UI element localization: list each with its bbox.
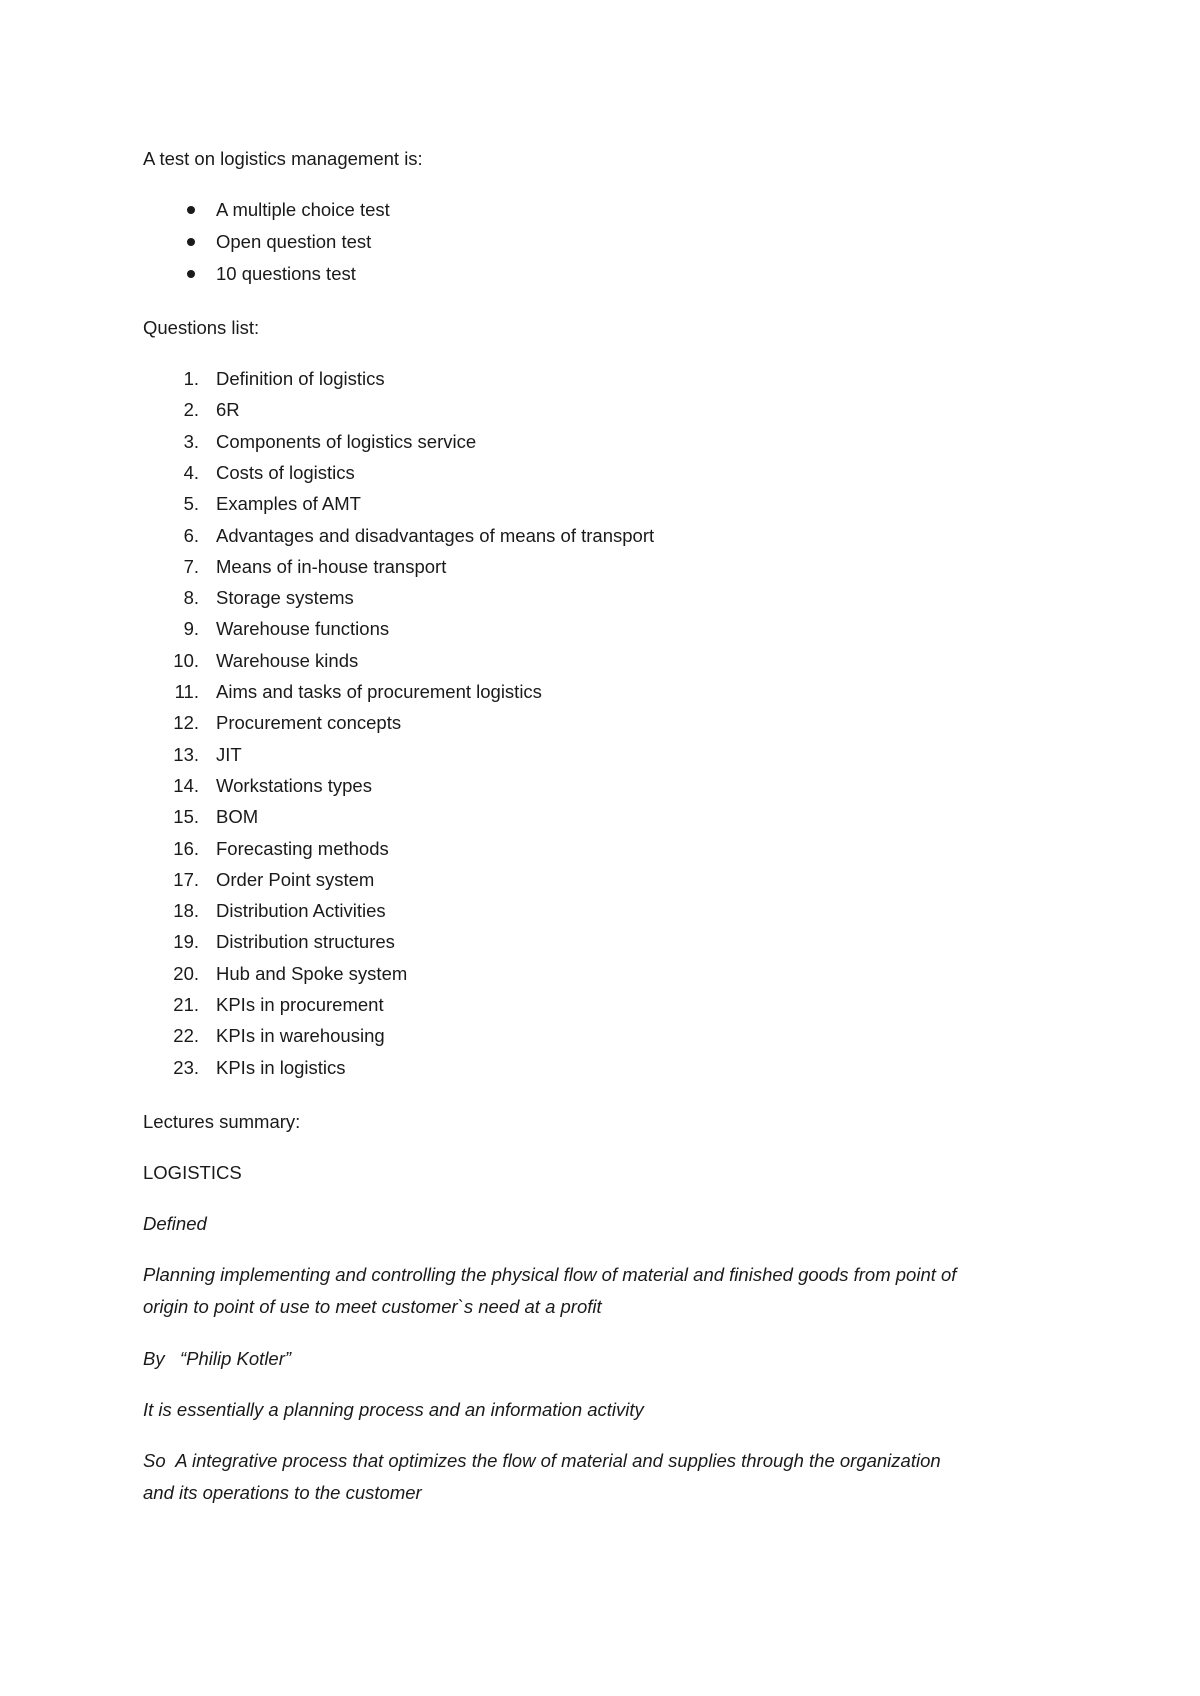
question-text: Procurement concepts — [216, 712, 402, 733]
question-text: Order Point system — [216, 869, 375, 890]
question-item — [0, 931, 1200, 953]
question-number: 16. — [173, 838, 199, 859]
list-item — [0, 199, 1200, 221]
question-item — [0, 368, 1200, 390]
question-number: 9. — [183, 618, 199, 639]
question-number: 20. — [173, 963, 199, 984]
defined-label: Defined — [143, 1213, 207, 1234]
question-number: 8. — [183, 587, 199, 608]
question-number: 22. — [173, 1025, 199, 1046]
question-item — [0, 806, 1200, 828]
question-item — [0, 681, 1200, 703]
question-number: 13. — [173, 744, 199, 765]
question-text: Workstations types — [216, 775, 372, 796]
question-number: 23. — [173, 1057, 199, 1078]
question-text: Costs of logistics — [216, 462, 355, 483]
question-item — [0, 869, 1200, 891]
list-item — [0, 231, 1200, 253]
question-item — [0, 587, 1200, 609]
question-text: Distribution Activities — [216, 900, 386, 921]
list-item — [0, 263, 1200, 285]
bullet-icon — [187, 206, 195, 214]
question-item — [0, 712, 1200, 734]
question-text: Aims and tasks of procurement logistics — [216, 681, 542, 702]
question-number: 17. — [173, 869, 199, 890]
question-item — [0, 493, 1200, 515]
question-item — [0, 900, 1200, 922]
question-text: Examples of AMT — [216, 493, 361, 514]
bullet-text: 10 questions test — [216, 263, 356, 284]
question-text: KPIs in procurement — [216, 994, 384, 1015]
bullet-text: A multiple choice test — [216, 199, 390, 220]
section-title: LOGISTICS — [143, 1162, 242, 1183]
question-item — [0, 399, 1200, 421]
conclusion-line-2: and its operations to the customer — [143, 1482, 422, 1503]
question-number: 11. — [174, 681, 199, 702]
question-item — [0, 775, 1200, 797]
question-item — [0, 431, 1200, 453]
bullet-text: Open question test — [216, 231, 372, 252]
question-number: 2. — [183, 399, 199, 420]
question-number: 12. — [173, 712, 199, 733]
question-number: 15. — [173, 806, 199, 827]
question-item — [0, 556, 1200, 578]
question-item — [0, 963, 1200, 985]
question-text: JIT — [216, 744, 242, 765]
bullet-icon — [187, 270, 195, 278]
attribution: By “Philip Kotler” — [143, 1348, 292, 1369]
question-item — [0, 525, 1200, 547]
summary-heading: Lectures summary: — [143, 1111, 301, 1132]
question-item — [0, 994, 1200, 1016]
question-text: KPIs in warehousing — [216, 1025, 385, 1046]
question-number: 3. — [183, 431, 199, 452]
question-text: Advantages and disadvantages of means of transport — [216, 525, 655, 546]
question-text: KPIs in logistics — [216, 1057, 346, 1078]
question-number: 7. — [183, 556, 199, 577]
bullet-icon — [187, 238, 195, 246]
question-text: BOM — [216, 806, 259, 827]
question-number: 10. — [173, 650, 199, 671]
question-text: Distribution structures — [216, 931, 395, 952]
question-text: Components of logistics service — [216, 431, 477, 452]
question-number: 14. — [173, 775, 199, 796]
essence-text: It is essentially a planning process and an information activity — [143, 1399, 644, 1420]
question-item — [0, 1025, 1200, 1047]
question-item — [0, 744, 1200, 766]
question-number: 18. — [173, 900, 199, 921]
question-item — [0, 1057, 1200, 1079]
question-number: 21. — [173, 994, 199, 1015]
question-number: 19. — [173, 931, 199, 952]
intro-heading: A test on logistics management is: — [143, 148, 423, 169]
question-text: Storage systems — [216, 587, 354, 608]
definition-line-2: origin to point of use to meet customer`s need at a profit — [143, 1296, 602, 1317]
question-number: 5. — [183, 493, 199, 514]
question-item — [0, 838, 1200, 860]
conclusion-line-1: So A integrative process that optimizes the flow of material and supplies through the organization — [143, 1450, 941, 1471]
question-item — [0, 462, 1200, 484]
question-text: Hub and Spoke system — [216, 963, 408, 984]
question-item — [0, 618, 1200, 640]
question-text: Warehouse kinds — [216, 650, 359, 671]
question-text: Definition of logistics — [216, 368, 385, 389]
question-item — [0, 650, 1200, 672]
definition-line-1: Planning implementing and controlling the physical flow of material and finished goods from point of — [143, 1264, 957, 1285]
question-text: Forecasting methods — [216, 838, 389, 859]
question-text: 6R — [216, 399, 240, 420]
question-text: Means of in-house transport — [216, 556, 447, 577]
questions-heading: Questions list: — [143, 317, 260, 338]
question-number: 4. — [183, 462, 199, 483]
question-text: Warehouse functions — [216, 618, 390, 639]
question-number: 6. — [183, 525, 199, 546]
question-number: 1. — [183, 368, 199, 389]
